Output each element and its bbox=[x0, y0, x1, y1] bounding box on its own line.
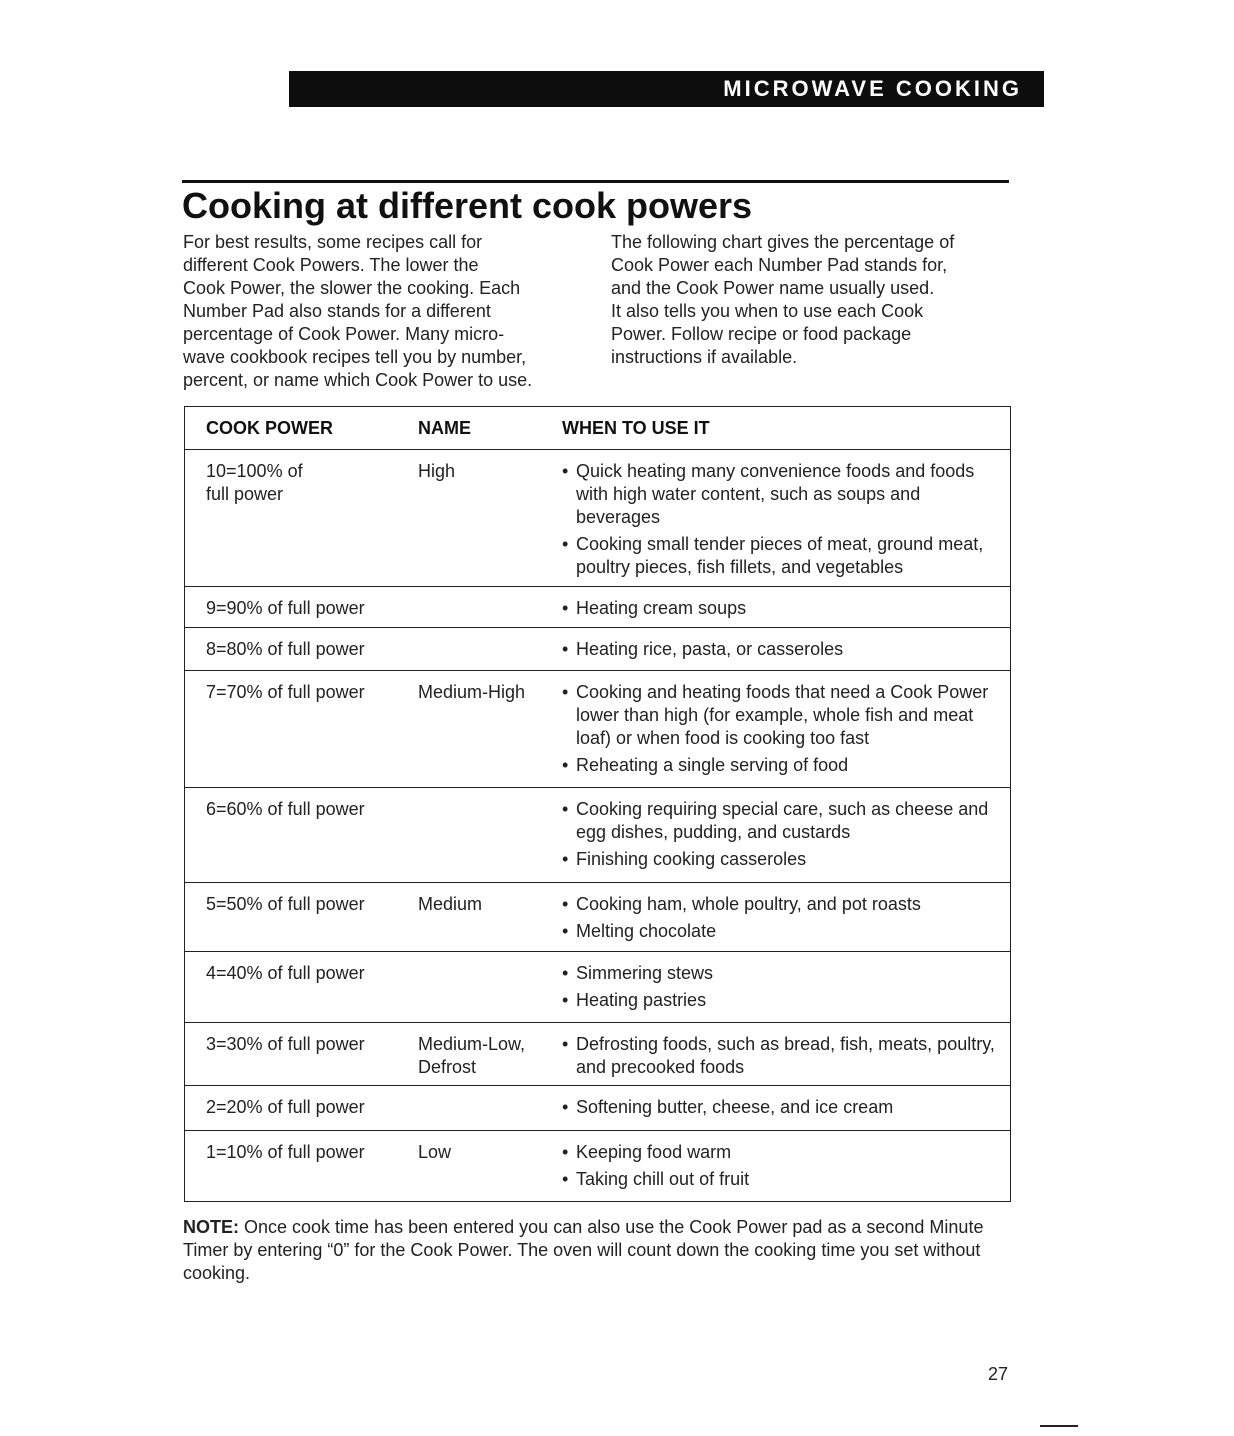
when-to-use-cell bbox=[562, 597, 1002, 624]
use-bullet: • Cooking small tender pieces of meat, ground meat, poultry pieces, fish fillets, and vegetables bbox=[562, 534, 984, 577]
when-to-use-cell bbox=[562, 1033, 1002, 1083]
cook-power-cell: 3=30% of full power bbox=[206, 1034, 365, 1054]
table-row bbox=[185, 670, 1010, 787]
cook-power-cell: 4=40% of full power bbox=[206, 963, 365, 983]
use-bullet: • Melting chocolate bbox=[562, 921, 717, 941]
page-number: 27 bbox=[988, 1364, 1009, 1384]
power-name-cell: High bbox=[418, 461, 456, 481]
power-name-cell: Low bbox=[418, 1142, 452, 1162]
table-row bbox=[185, 586, 1010, 627]
cook-power-cell: 9=90% of full power bbox=[206, 598, 365, 618]
when-to-use-cell bbox=[562, 638, 1002, 665]
bullet-icon: • bbox=[562, 1034, 569, 1054]
table-row bbox=[185, 627, 1010, 670]
when-to-use-cell bbox=[562, 893, 1002, 947]
note-text: Once cook time has been entered you can also use the Cook Power pad as a second Minute Timer by entering “0” for the Cook Power. The oven will count down the cooking time you set without cooking. bbox=[183, 1217, 984, 1283]
table-header-row bbox=[185, 407, 1010, 449]
use-bullet: • Simmering stews bbox=[562, 963, 714, 983]
when-to-use-cell bbox=[562, 798, 1002, 875]
corner-rule bbox=[1040, 1425, 1078, 1427]
use-bullet: • Finishing cooking casseroles bbox=[562, 849, 807, 869]
table-row bbox=[185, 787, 1010, 882]
when-to-use-cell bbox=[562, 1096, 1002, 1123]
bullet-icon: • bbox=[562, 849, 569, 869]
section-header-bar bbox=[289, 71, 1044, 107]
bullet-icon: • bbox=[562, 534, 569, 554]
use-bullet: • Keeping food warm bbox=[562, 1142, 732, 1162]
bullet-icon: • bbox=[562, 461, 569, 481]
cook-power-cell: 10=100% of full power bbox=[206, 461, 303, 504]
bullet-icon: • bbox=[562, 1097, 569, 1117]
bullet-icon: • bbox=[562, 799, 569, 819]
cook-power-cell: 1=10% of full power bbox=[206, 1142, 365, 1162]
cook-power-cell: 7=70% of full power bbox=[206, 682, 365, 702]
bullet-icon: • bbox=[562, 755, 569, 775]
bullet-icon: • bbox=[562, 963, 569, 983]
page-title: Cooking at different cook powers bbox=[182, 185, 753, 226]
use-bullet: • Taking chill out of fruit bbox=[562, 1169, 750, 1189]
use-bullet: • Cooking ham, whole poultry, and pot roasts bbox=[562, 894, 921, 914]
use-bullet: • Heating cream soups bbox=[562, 598, 747, 618]
use-bullet: • Reheating a single serving of food bbox=[562, 755, 849, 775]
table-row bbox=[185, 449, 1010, 586]
use-bullet: • Cooking requiring special care, such as cheese and egg dishes, pudding, and custards bbox=[562, 799, 989, 842]
bullet-icon: • bbox=[562, 894, 569, 914]
cook-power-cell: 8=80% of full power bbox=[206, 639, 365, 659]
title-rule bbox=[182, 180, 1009, 183]
table-row bbox=[185, 1085, 1010, 1130]
use-bullet: • Heating pastries bbox=[562, 990, 707, 1010]
column-header-when-to-use: WHEN TO USE IT bbox=[562, 418, 710, 438]
bullet-icon: • bbox=[562, 682, 569, 702]
bullet-icon: • bbox=[562, 1142, 569, 1162]
column-header-name: NAME bbox=[418, 418, 471, 438]
bullet-icon: • bbox=[562, 639, 569, 659]
use-bullet: • Defrosting foods, such as bread, fish, meats, poultry, and precooked foods bbox=[562, 1034, 995, 1077]
cook-power-cell: 5=50% of full power bbox=[206, 894, 365, 914]
table-row bbox=[185, 1130, 1010, 1201]
cook-power-cell: 2=20% of full power bbox=[206, 1097, 365, 1117]
when-to-use-cell bbox=[562, 962, 1002, 1016]
when-to-use-cell bbox=[562, 681, 1002, 781]
cook-power-table bbox=[184, 406, 1011, 1202]
when-to-use-cell bbox=[562, 460, 1002, 583]
use-bullet: • Cooking and heating foods that need a Cook Power lower than high (for example, whole fish and meat loaf) or when food is cooking too fast bbox=[562, 682, 989, 748]
intro-left-paragraph: For best results, some recipes call for different Cook Powers. The lower the Cook Power, the slower the cooking. Each Number Pad also stands for a different percentage of Cook Power. Many micro- wave cookbook recipes tell you by number, percent, or name which Cook Power to use. bbox=[183, 232, 533, 390]
table-row bbox=[185, 1022, 1010, 1085]
bullet-icon: • bbox=[562, 990, 569, 1010]
bullet-icon: • bbox=[562, 598, 569, 618]
bullet-icon: • bbox=[562, 921, 569, 941]
when-to-use-cell bbox=[562, 1141, 1002, 1195]
cook-power-cell: 6=60% of full power bbox=[206, 799, 365, 819]
power-name-cell: Medium-Low, Defrost bbox=[418, 1034, 526, 1077]
section-label: MICROWAVE COOKING bbox=[723, 76, 1022, 101]
use-bullet: • Heating rice, pasta, or casseroles bbox=[562, 639, 844, 659]
use-bullet: • Softening butter, cheese, and ice cream bbox=[562, 1097, 894, 1117]
note-label: NOTE: bbox=[183, 1217, 239, 1237]
intro-right-paragraph: The following chart gives the percentage of Cook Power each Number Pad stands for, and the Cook Power name usually used. It also tells you when to use each Cook Power. Follow recipe or food package instructions if available. bbox=[611, 232, 955, 367]
table-row bbox=[185, 882, 1010, 951]
column-header-cook-power: COOK POWER bbox=[206, 418, 334, 438]
bullet-icon: • bbox=[562, 1169, 569, 1189]
use-bullet: • Quick heating many convenience foods and foods with high water content, such as soups and beverages bbox=[562, 461, 975, 527]
note-paragraph bbox=[183, 1216, 1013, 1285]
power-name-cell: Medium bbox=[418, 894, 483, 914]
table-row bbox=[185, 951, 1010, 1022]
power-name-cell: Medium-High bbox=[418, 682, 526, 702]
